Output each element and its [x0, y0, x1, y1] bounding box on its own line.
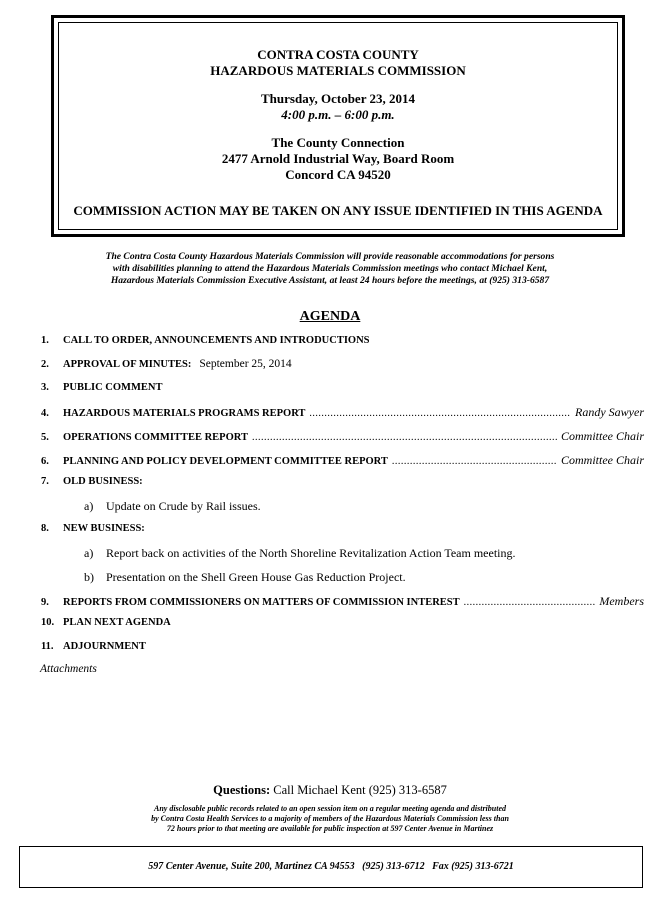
disclaimer-line: 72 hours prior to that meeting are available for public inspection at 597 Center Avenue in Martinez [166, 824, 494, 833]
agenda-item-4 [41, 405, 644, 421]
item-number: 11. [41, 641, 54, 652]
item-label: PLANNING AND POLICY DEVELOPMENT COMMITTEE REPORT [63, 456, 388, 467]
item-label: REPORTS FROM COMMISSIONERS ON MATTERS OF COMMISSION INTEREST [63, 597, 460, 608]
subitem-letter: b) [84, 570, 94, 584]
item-number: 9. [41, 597, 49, 608]
questions-label: Questions: [213, 783, 271, 797]
meeting-time: 4:00 p.m. – 6:00 p.m. [281, 107, 395, 122]
dot-leader [309, 408, 571, 419]
header-box [51, 15, 625, 237]
item-responsible: Randy Sawyer [575, 405, 644, 419]
item-number: 6. [41, 456, 49, 467]
header-inner-border [58, 22, 618, 230]
item-number: 2. [41, 359, 49, 370]
agenda-item-5 [41, 429, 644, 445]
dot-leader [392, 456, 557, 467]
agenda-item-7 [41, 476, 644, 492]
footer-contact: 597 Center Avenue, Suite 200, Martinez CA 94553 (925) 313-6712 Fax (925) 313-6721 [148, 861, 514, 872]
org-name-line2: HAZARDOUS MATERIALS COMMISSION [210, 63, 466, 78]
venue-address: 2477 Arnold Industrial Way, Board Room [221, 151, 455, 166]
subitem-letter: a) [84, 499, 94, 513]
attachments-label: Attachments [40, 663, 97, 675]
disclaimer-line: Any disclosable public records related to an open session item on a regular meeting agenda and distributed [153, 804, 506, 813]
dot-leader [464, 597, 596, 608]
item-label: CALL TO ORDER, ANNOUNCEMENTS AND INTRODUCTIONS [63, 335, 370, 346]
item-responsible: Members [599, 594, 644, 608]
agenda-subitem [84, 570, 406, 586]
minutes-date: September 25, 2014 [199, 358, 292, 370]
item-label: PUBLIC COMMENT [63, 382, 163, 393]
agenda-subitem [84, 546, 516, 562]
item-number: 5. [41, 432, 49, 443]
subitem-text: Presentation on the Shell Green House Gas Reduction Project. [106, 570, 406, 584]
agenda-item-10 [41, 617, 644, 633]
public-records-disclaimer [90, 804, 570, 834]
item-label: HAZARDOUS MATERIALS PROGRAMS REPORT [63, 408, 306, 419]
item-number: 7. [41, 476, 49, 487]
item-number: 10. [41, 617, 55, 628]
item-label: OPERATIONS COMMITTEE REPORT [63, 432, 248, 443]
item-number: 3. [41, 382, 49, 393]
questions-line [0, 783, 660, 798]
accessibility-notice [40, 251, 620, 287]
agenda-title: AGENDA [299, 309, 361, 324]
subitem-letter: a) [84, 546, 94, 560]
subitem-text: Report back on activities of the North Shoreline Revitalization Action Team meeting. [106, 546, 516, 560]
agenda-item-2 [41, 358, 644, 374]
venue-name: The County Connection [271, 135, 405, 150]
item-number: 4. [41, 408, 49, 419]
agenda-item-1 [41, 335, 644, 351]
item-label: ADJOURNMENT [63, 641, 146, 652]
agenda-item-8 [41, 523, 644, 539]
notice-line: Hazardous Materials Commission Executive Assistant, at least 24 hours before the meetings, at (925) 313-6587 [110, 275, 550, 286]
disclaimer-line: by Contra Costa Health Services to a majority of members of the Hazardous Materials Commission less than [151, 814, 509, 823]
agenda-item-3 [41, 382, 644, 398]
item-label: APPROVAL OF MINUTES: [63, 359, 192, 370]
item-number: 1. [41, 335, 49, 346]
agenda-item-6 [41, 453, 644, 469]
action-notice: COMMISSION ACTION MAY BE TAKEN ON ANY ISSUE IDENTIFIED IN THIS AGENDA [73, 203, 603, 218]
agenda-item-9 [41, 594, 644, 610]
item-label: OLD BUSINESS: [63, 476, 143, 487]
item-responsible: Committee Chair [561, 429, 644, 443]
notice-line: with disabilities planning to attend the Hazardous Materials Commission meetings who contact Michael Kent, [112, 263, 548, 274]
item-responsible: Committee Chair [561, 453, 644, 467]
item-label: PLAN NEXT AGENDA [63, 617, 171, 628]
agenda-item-11 [41, 641, 644, 657]
questions-contact: Call Michael Kent (925) 313-6587 [273, 783, 447, 797]
org-name-line1: CONTRA COSTA COUNTY [257, 47, 419, 62]
subitem-text: Update on Crude by Rail issues. [106, 499, 261, 513]
item-label: NEW BUSINESS: [63, 523, 145, 534]
footer-box [19, 846, 643, 888]
meeting-date: Thursday, October 23, 2014 [261, 91, 415, 106]
venue-city: Concord CA 94520 [285, 167, 391, 182]
item-number: 8. [41, 523, 49, 534]
dot-leader [252, 432, 557, 443]
agenda-subitem [84, 499, 261, 515]
notice-line: The Contra Costa County Hazardous Materials Commission will provide reasonable accommodations for persons [105, 251, 555, 262]
